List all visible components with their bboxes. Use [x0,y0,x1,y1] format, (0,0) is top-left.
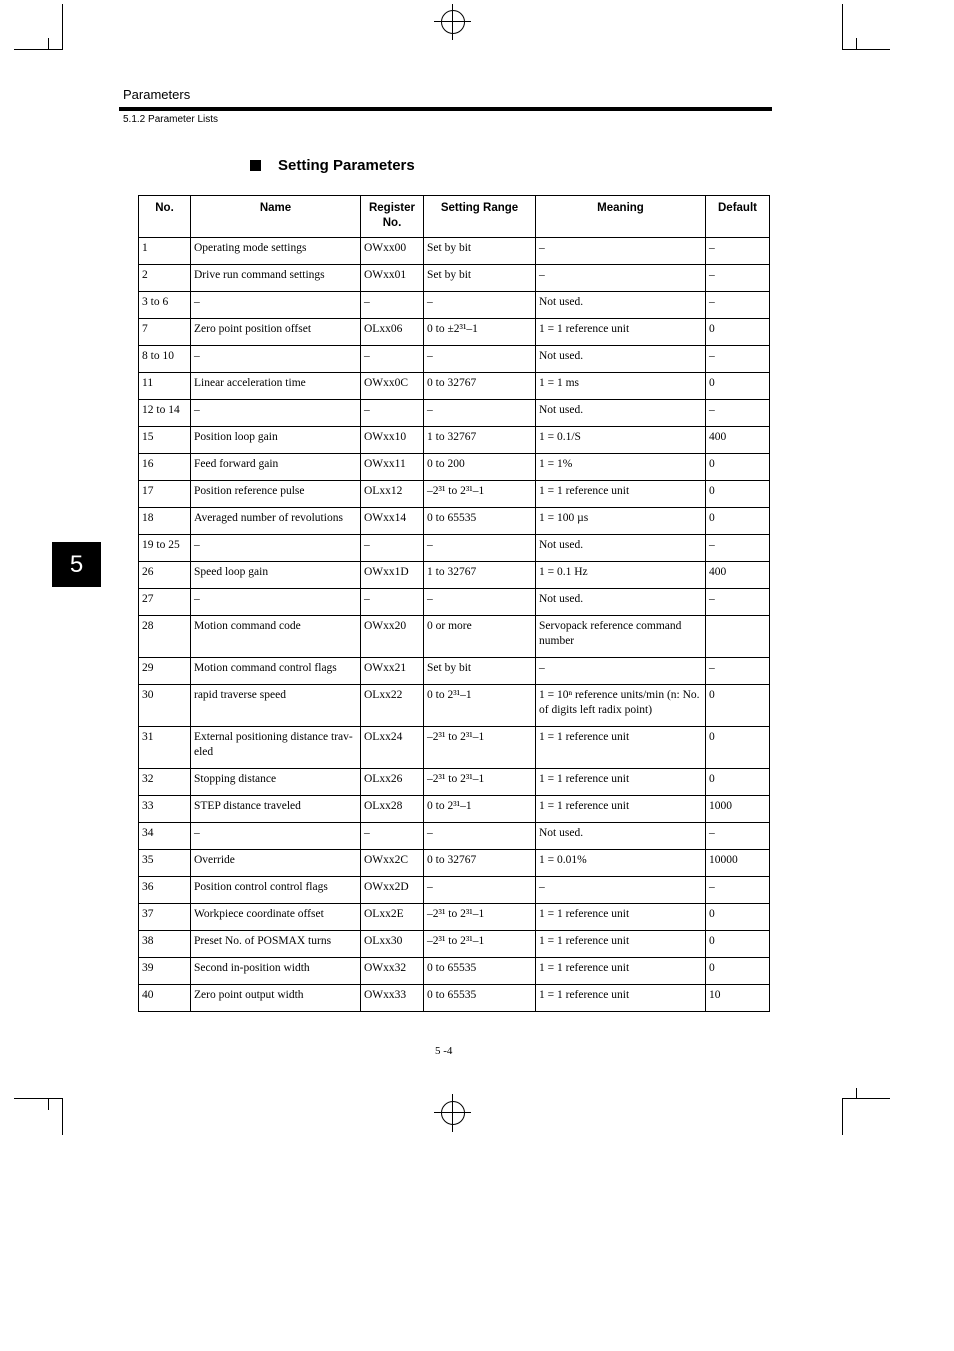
cell-default: 400 [706,427,770,454]
cell-setting-range: 0 to 2³¹–1 [424,685,536,727]
cell-meaning: – [536,238,706,265]
cell-default: 0 [706,373,770,400]
column-header-meaning: Meaning [536,196,706,238]
cell-register: OWxx14 [361,508,424,535]
cell-register: OLxx30 [361,931,424,958]
cell-meaning: 1 = 1 reference unit [536,319,706,346]
table-row [139,589,770,616]
cell-register: OWxx11 [361,454,424,481]
cell-meaning: 1 = 0.1/S [536,427,706,454]
cell-name: Linear acceleration time [191,373,361,400]
cell-default: – [706,535,770,562]
cell-default: – [706,346,770,373]
table-row [139,427,770,454]
cell-setting-range: Set by bit [424,238,536,265]
cell-name: Workpiece coordinate offset [191,904,361,931]
cell-setting-range: Set by bit [424,265,536,292]
table-row [139,454,770,481]
cell-meaning: Not used. [536,292,706,319]
cell-name: Position reference pulse [191,481,361,508]
cell-setting-range: – [424,400,536,427]
cell-setting-range: – [424,535,536,562]
cell-name: Drive run command settings [191,265,361,292]
cell-default: – [706,265,770,292]
cell-default: – [706,400,770,427]
cell-setting-range: 0 to 32767 [424,850,536,877]
cell-register: OLxx26 [361,769,424,796]
column-header-no: No. [139,196,191,238]
cell-no: 11 [139,373,191,400]
cell-setting-range: 1 to 32767 [424,427,536,454]
cell-setting-range: – [424,589,536,616]
cell-meaning: 1 = 1 reference unit [536,481,706,508]
cell-default: 400 [706,562,770,589]
cell-meaning: 1 = 1% [536,454,706,481]
table-row [139,238,770,265]
cell-name: External positioning distance trav-eled [191,727,361,769]
cell-setting-range: –2³¹ to 2³¹–1 [424,769,536,796]
cell-meaning: Servopack reference command number [536,616,706,658]
cell-name: Preset No. of POSMAX turns [191,931,361,958]
cell-name: Averaged number of revolutions [191,508,361,535]
cell-default: – [706,589,770,616]
cell-meaning: 1 = 1 ms [536,373,706,400]
cell-no: 28 [139,616,191,658]
cell-name: – [191,292,361,319]
table-row [139,904,770,931]
cell-no: 34 [139,823,191,850]
table-row [139,481,770,508]
table-row [139,265,770,292]
table-row [139,769,770,796]
cell-register: OLxx2E [361,904,424,931]
cell-register: – [361,292,424,319]
cell-no: 1 [139,238,191,265]
table-row [139,931,770,958]
cell-name: Feed forward gain [191,454,361,481]
cell-name: Position loop gain [191,427,361,454]
cell-register: OWxx32 [361,958,424,985]
cell-name: Speed loop gain [191,562,361,589]
cell-meaning: 1 = 1 reference unit [536,985,706,1012]
cell-no: 2 [139,265,191,292]
cell-no: 16 [139,454,191,481]
column-header-setting-range: Setting Range [424,196,536,238]
cell-setting-range: 0 to 65535 [424,958,536,985]
cell-setting-range: – [424,877,536,904]
cell-meaning: – [536,877,706,904]
table-row [139,877,770,904]
cell-default: – [706,238,770,265]
column-header-register: Register No. [361,196,424,238]
section-heading [250,157,415,174]
table-row [139,958,770,985]
cell-register: OLxx22 [361,685,424,727]
running-header-title: Parameters [123,87,191,102]
table-row [139,685,770,727]
cell-default: 0 [706,769,770,796]
cell-setting-range: –2³¹ to 2³¹–1 [424,904,536,931]
cell-register: – [361,823,424,850]
cell-default: 0 [706,931,770,958]
cell-setting-range: –2³¹ to 2³¹–1 [424,481,536,508]
cell-no: 29 [139,658,191,685]
cell-default: – [706,292,770,319]
table-row [139,400,770,427]
cell-setting-range: – [424,292,536,319]
cell-meaning: Not used. [536,346,706,373]
cell-meaning: 1 = 1 reference unit [536,904,706,931]
cell-meaning: 1 = 0.1 Hz [536,562,706,589]
cell-no: 36 [139,877,191,904]
cell-register: OWxx01 [361,265,424,292]
cell-meaning: – [536,265,706,292]
cell-default: 0 [706,319,770,346]
table-row [139,562,770,589]
header-rule [119,107,772,111]
cell-meaning: 1 = 1 reference unit [536,958,706,985]
cell-meaning: Not used. [536,823,706,850]
cell-default: – [706,823,770,850]
cell-name: Position control control flags [191,877,361,904]
cell-default: 1000 [706,796,770,823]
cell-default: 10 [706,985,770,1012]
cell-register: OWxx0C [361,373,424,400]
table-body [139,238,770,1012]
cell-name: Second in-position width [191,958,361,985]
table-row [139,319,770,346]
cell-register: – [361,535,424,562]
cell-default: 0 [706,454,770,481]
parameter-table [138,195,770,1012]
cell-meaning: 1 = 1 reference unit [536,931,706,958]
cell-name: Stopping distance [191,769,361,796]
cell-no: 31 [139,727,191,769]
cell-setting-range: Set by bit [424,658,536,685]
cell-no: 33 [139,796,191,823]
cell-name: Zero point output width [191,985,361,1012]
cell-meaning: 1 = 1 reference unit [536,727,706,769]
cell-setting-range: –2³¹ to 2³¹–1 [424,727,536,769]
cell-default: 0 [706,685,770,727]
cell-meaning: Not used. [536,400,706,427]
cell-default: 0 [706,481,770,508]
cell-register: – [361,346,424,373]
cell-register: OWxx00 [361,238,424,265]
cell-name: STEP distance traveled [191,796,361,823]
cell-setting-range: 0 or more [424,616,536,658]
cell-name: Override [191,850,361,877]
table-header-row [139,196,770,238]
column-header-name: Name [191,196,361,238]
cell-no: 35 [139,850,191,877]
cell-register: OLxx24 [361,727,424,769]
cell-name: Zero point position offset [191,319,361,346]
cell-no: 3 to 6 [139,292,191,319]
cell-no: 30 [139,685,191,727]
table-row [139,508,770,535]
cell-no: 19 to 25 [139,535,191,562]
cell-no: 32 [139,769,191,796]
cell-no: 7 [139,319,191,346]
table-row [139,346,770,373]
cell-name: – [191,823,361,850]
cell-meaning: 1 = 0.01% [536,850,706,877]
cell-register: – [361,400,424,427]
cell-name: Motion command code [191,616,361,658]
cell-default: 0 [706,958,770,985]
table-row [139,796,770,823]
bullet-square-icon [250,160,261,171]
cell-meaning: 1 = 1 reference unit [536,769,706,796]
cell-register: OLxx06 [361,319,424,346]
cell-no: 39 [139,958,191,985]
cell-setting-range: 0 to 65535 [424,985,536,1012]
cell-setting-range: 0 to 200 [424,454,536,481]
cell-register: OWxx2C [361,850,424,877]
cell-register: OWxx2D [361,877,424,904]
cell-setting-range: 0 to 65535 [424,508,536,535]
cell-meaning: 1 = 100 µs [536,508,706,535]
cell-register: OWxx1D [361,562,424,589]
cell-meaning: 1 = 10ⁿ reference units/min (n: No. of digits left radix point) [536,685,706,727]
cell-register: OWxx33 [361,985,424,1012]
cell-no: 8 to 10 [139,346,191,373]
table-row [139,850,770,877]
table-row [139,535,770,562]
cell-no: 15 [139,427,191,454]
cell-register: OWxx21 [361,658,424,685]
cell-no: 26 [139,562,191,589]
section-title: Setting Parameters [278,157,415,174]
cell-default [706,616,770,658]
cell-default: 0 [706,508,770,535]
cell-no: 40 [139,985,191,1012]
cell-default: – [706,658,770,685]
column-header-default: Default [706,196,770,238]
cell-name: – [191,400,361,427]
cell-register: OLxx12 [361,481,424,508]
cell-register: OWxx20 [361,616,424,658]
cell-setting-range: 0 to ±2³¹–1 [424,319,536,346]
table-row [139,823,770,850]
chapter-tab: 5 [52,542,101,587]
table-row [139,373,770,400]
cell-setting-range: 1 to 32767 [424,562,536,589]
cell-meaning: Not used. [536,535,706,562]
running-header-subtitle: 5.1.2 Parameter Lists [123,114,219,125]
table-row [139,727,770,769]
cell-setting-range: 0 to 2³¹–1 [424,796,536,823]
page-number: 5 -4 [435,1045,453,1057]
cell-register: OWxx10 [361,427,424,454]
cell-meaning: Not used. [536,589,706,616]
cell-register: – [361,589,424,616]
cell-default: – [706,877,770,904]
table-row [139,292,770,319]
cell-no: 18 [139,508,191,535]
cell-name: Motion command control flags [191,658,361,685]
cell-meaning: – [536,658,706,685]
cell-name: – [191,535,361,562]
cell-default: 10000 [706,850,770,877]
cell-setting-range: – [424,346,536,373]
cell-default: 0 [706,904,770,931]
cell-name: – [191,589,361,616]
cell-setting-range: 0 to 32767 [424,373,536,400]
table-row [139,616,770,658]
cell-register: OLxx28 [361,796,424,823]
table-row [139,658,770,685]
cell-name: Operating mode settings [191,238,361,265]
cell-no: 37 [139,904,191,931]
cell-meaning: 1 = 1 reference unit [536,796,706,823]
cell-no: 27 [139,589,191,616]
table-row [139,985,770,1012]
cell-no: 38 [139,931,191,958]
cell-no: 17 [139,481,191,508]
cell-setting-range: –2³¹ to 2³¹–1 [424,931,536,958]
cell-setting-range: – [424,823,536,850]
cell-default: 0 [706,727,770,769]
cell-no: 12 to 14 [139,400,191,427]
cell-name: rapid traverse speed [191,685,361,727]
cell-name: – [191,346,361,373]
